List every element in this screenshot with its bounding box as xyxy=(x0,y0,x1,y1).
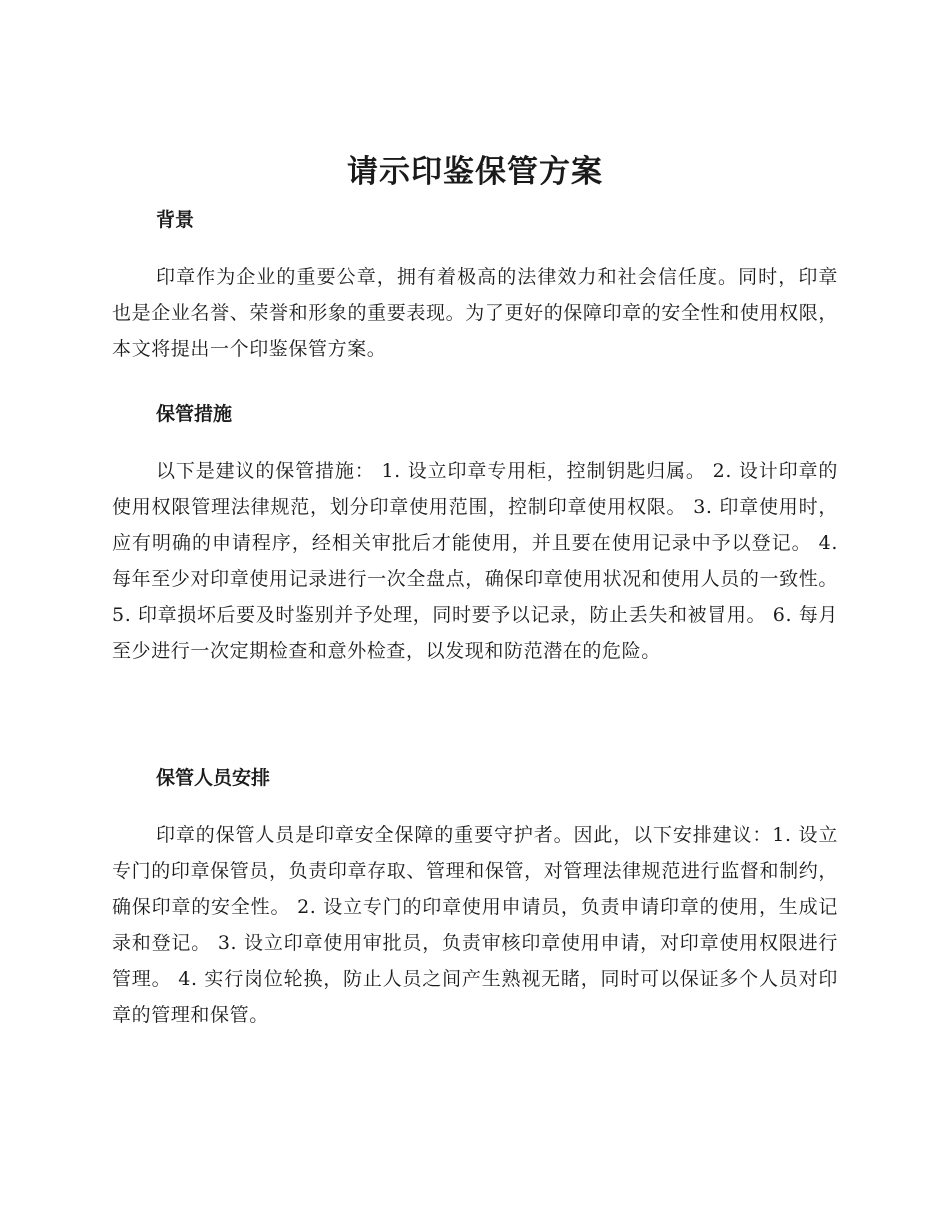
section-heading: 保管人员安排 xyxy=(156,767,271,789)
section-paragraph: 印章作为企业的重要公章，拥有着极高的法律效力和社会信任度。同时，印章也是企业名誉、荣誉和形象的重要表现。为了更好的保障印章的安全性和使用权限，本文将提出一个印鉴保管方案。 xyxy=(112,266,838,360)
section-heading: 背景 xyxy=(156,209,195,231)
section-paragraph: 印章的保管人员是印章安全保障的重要守护者。因此，以下安排建议：1. 设立专门的印章保管员，负责印章存取、管理和保管，对管理法律规范进行监督和制约，确保印章的安全性。 2. 设立专门的印章使用申请员，负责申请印章的使用，生成记录和登记。 3. 设立印章使用审批员，负责审核印章使用申请，对印章使用权限进行管理。 4. 实行岗位轮换，防止人员之间产生熟视无睹，同时可以保证多个人员对印章的管理和保管。 xyxy=(112,824,838,1026)
section-custody-staff xyxy=(112,763,838,1033)
section-background xyxy=(112,205,838,367)
document-title: 请示印鉴保管方案 xyxy=(347,154,603,190)
section-custody-measures xyxy=(112,399,838,669)
section-heading: 保管措施 xyxy=(156,403,233,425)
section-paragraph: 以下是建议的保管措施： 1. 设立印章专用柜，控制钥匙归属。 2. 设计印章的使用权限管理法律规范，划分印章使用范围，控制印章使用权限。 3. 印章使用时，应有明确的申请程序，经相关审批后才能使用，并且要在使用记录中予以登记。 4. 每年至少对印章使用记录进行一次全盘点，确保印章使用状况和使用人员的一致性。 5. 印章损坏后要及时鉴别并予处理，同时要予以记录，防止丢失和被冒用。 6. 每月至少进行一次定期检查和意外检查，以发现和防范潜在的危险。 xyxy=(112,460,838,662)
